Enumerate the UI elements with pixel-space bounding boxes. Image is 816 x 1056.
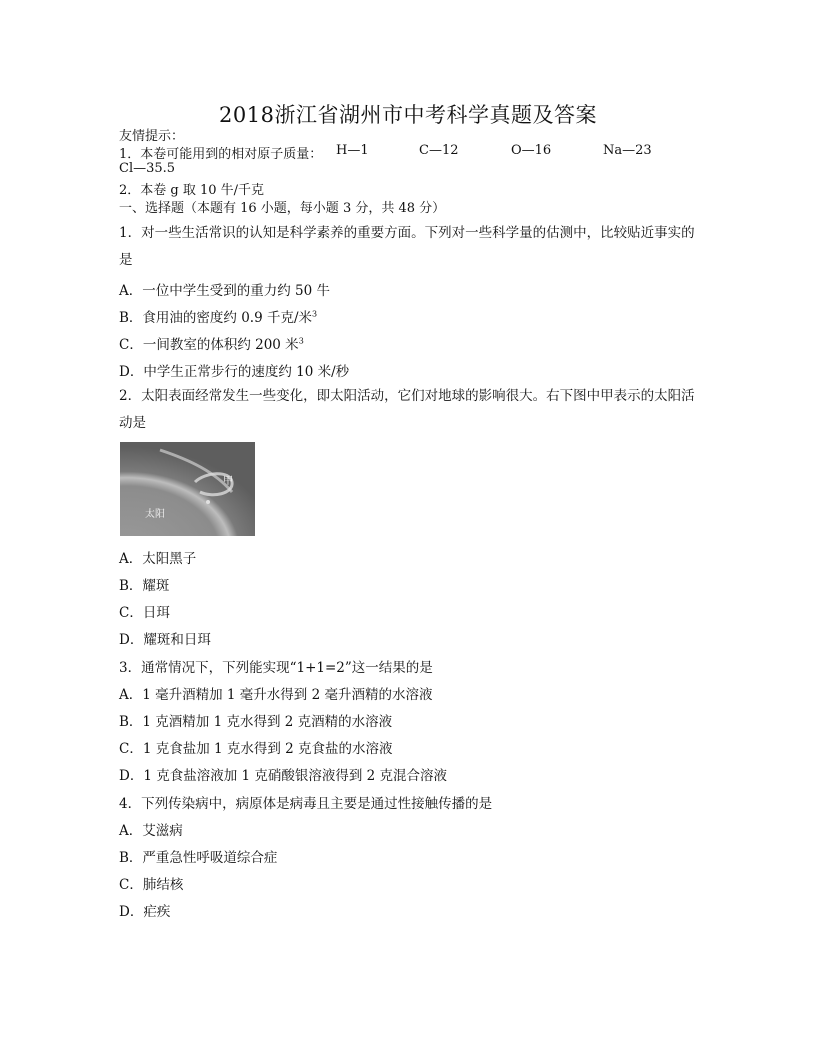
q1-option-d: D．中学生正常步行的速度约 10 米/秒 [119, 364, 350, 380]
solar-activity-figure [120, 442, 255, 536]
mass-h: H—1 [336, 143, 369, 158]
question-4-stem: 4．下列传染病中，病原体是病毒且主要是通过性接触传播的是 [119, 796, 493, 812]
q4-option-d: D．疟疾 [119, 904, 171, 920]
figure-label-sun: 太阳 [145, 509, 165, 520]
mass-cl: Cl—35.5 [119, 161, 176, 176]
q1-option-c: C．一间教室的体积约 200 米$^3$ [119, 336, 304, 353]
q3-option-d: D．1 克食盐溶液加 1 克硝酸银溶液得到 2 克混合溶液 [119, 768, 448, 784]
q4-option-a: A．艾滋病 [119, 823, 183, 839]
tip2: 2．本卷 g 取 10 牛/千克 [119, 183, 265, 198]
mass-o: O—16 [511, 143, 552, 158]
q1-option-a: A．一位中学生受到的重力约 50 牛 [119, 283, 331, 299]
tip1-prefix: 1．本卷可能用到的相对原子质量： [119, 147, 323, 162]
figure-label-jia: 甲 [223, 476, 233, 487]
q2-option-c: C．日珥 [119, 605, 170, 621]
tips-heading: 友情提示： [119, 129, 185, 144]
q4-option-c: C．肺结核 [119, 877, 184, 893]
atomic-mass-row [119, 143, 679, 162]
q3-option-b: B．1 克酒精加 1 克水得到 2 克酒精的水溶液 [119, 714, 393, 730]
mass-c: C—12 [419, 143, 459, 158]
question-3-stem: 3．通常情况下，下列能实现“1+1=2”这一结果的是 [119, 660, 433, 676]
q3-option-a: A．1 毫升酒精加 1 毫升水得到 2 毫升酒精的水溶液 [119, 687, 433, 703]
q2-option-b: B．耀斑 [119, 578, 170, 594]
document-title: 2018浙江省湖州市中考科学真题及答案 [219, 103, 597, 127]
question-1-stem: 1．对一些生活常识的认知是科学素养的重要方面。下列对一些科学量的估测中，比较贴近事实的是 [119, 225, 695, 268]
q2-option-d: D．耀斑和日珥 [119, 632, 211, 648]
q3-option-c: C．1 克食盐加 1 克水得到 2 克食盐的水溶液 [119, 741, 393, 757]
q4-option-b: B．严重急性呼吸道综合症 [119, 850, 278, 866]
q2-option-a: A．太阳黑子 [119, 551, 197, 567]
q1-option-b: B．食用油的密度约 0.9 千克/米$^3$ [119, 309, 318, 326]
question-2-stem: 2．太阳表面经常发生一些变化，即太阳活动，它们对地球的影响很大。右下图中甲表示的太阳活动是 [119, 388, 695, 431]
mass-na: Na—23 [603, 143, 652, 158]
section-heading: 一、选择题（本题有 16 小题，每小题 3 分，共 48 分） [119, 201, 446, 216]
